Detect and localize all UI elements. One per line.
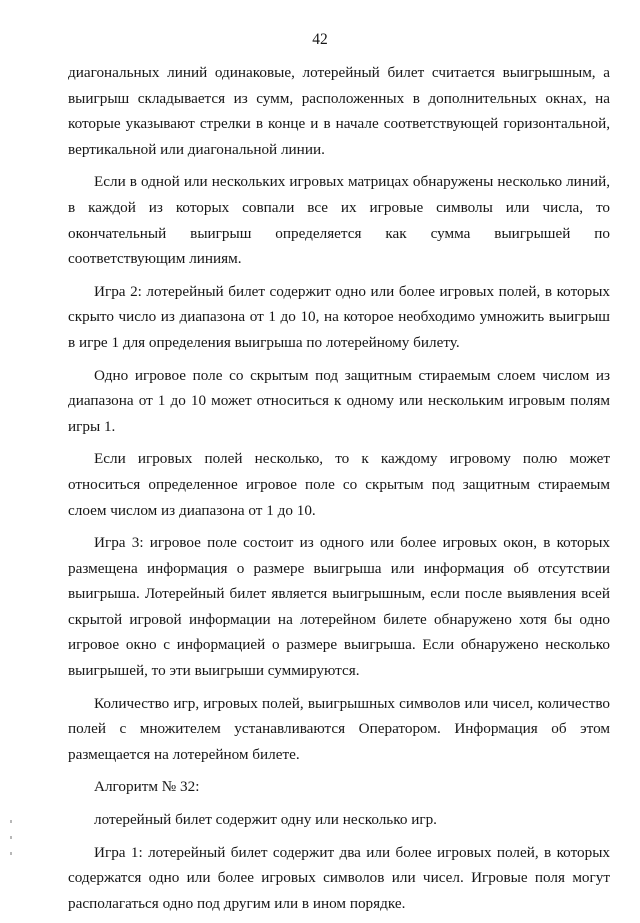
paragraph-5: Если игровых полей несколько, то к каждому игровому полю может относиться определенное игровое поле со скрытым под защитным стираемым слоем числом из диапазона от 1 до 10. (68, 450, 610, 519)
scan-speck (10, 820, 12, 823)
scan-speck (10, 852, 12, 855)
paragraph-9: лотерейный билет содержит одну или несколько игр. (94, 811, 437, 829)
page-number: 42 (312, 31, 328, 48)
paragraph-4: Одно игровое поле со скрытым под защитным стираемым слоем числом из диапазона от 1 до 10 может относиться к одному или нескольким игровым полям игры 1. (68, 366, 610, 435)
paragraph-6: Игра 3: игровое поле состоит из одного или более игровых окон, в которых размещена информация о размере выигрыша или информация об отсутствии выигрыша. Лотерейный билет является выигрышным, если после выявления всей скрытой игровой информации на лотерейном билете обнаружено хотя бы одно игровое окно с информацией о размере выигрыша. Если обнаружено несколько выигрышей, то эти выигрыши суммируются. (68, 534, 610, 680)
paragraph-7: Количество игр, игровых полей, выигрышных символов или чисел, количество полей с множителем устанавливаются Оператором. Информация об этом размещается на лотерейном билете. (68, 694, 610, 763)
paragraph-3: Игра 2: лотерейный билет содержит одно или более игровых полей, в которых скрыто число из диапазона от 1 до 10, на которое необходимо умножить выигрыш в игре 1 для определения выигрыша по лотерейному билету. (68, 282, 610, 351)
scan-speck (10, 836, 12, 839)
paragraph-1: диагональных линий одинаковые, лотерейный билет считается выигрышным, а выигрыш складывается из сумм, расположенных в дополнительных окнах, на которые указывают стрелки в конце и в начале соответствующей горизонтальной, вертикальной или диагональной линии. (68, 64, 610, 158)
document-body (68, 60, 610, 923)
paragraph-8: Алгоритм № 32: (94, 778, 200, 796)
paragraph-2: Если в одной или нескольких игровых матрицах обнаружены несколько линий, в каждой из которых совпали все их игровые символы или числа, то окончательный выигрыш определяется как сумма выигрышей по соответствующим линиям. (68, 173, 610, 268)
paragraph-10: Игра 1: лотерейный билет содержит два или более игровых полей, в которых содержатся одно или более игровых символов или чисел. Игровые поля могут располагаться одно под другим или в ином порядке. (68, 843, 610, 912)
